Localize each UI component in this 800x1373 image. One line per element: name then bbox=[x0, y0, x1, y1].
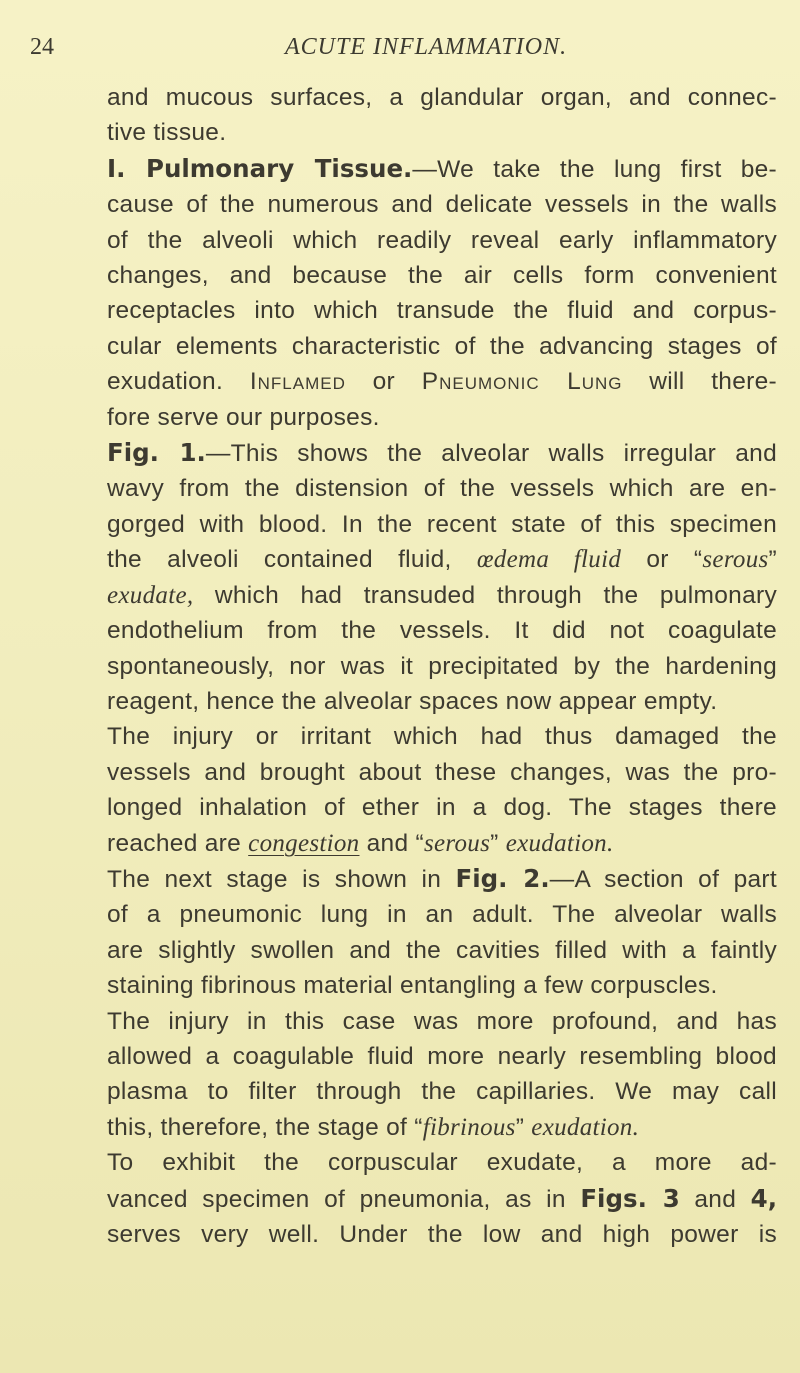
running-header bbox=[0, 34, 800, 74]
text-segment: plasma to filter through the capillaries. We may call bbox=[107, 1078, 777, 1106]
text-segment: longed inhalation of ether in a dog. The stages there bbox=[107, 794, 777, 822]
text-segment: or “ bbox=[621, 546, 703, 574]
text-line bbox=[107, 684, 777, 719]
text-segment: ” bbox=[768, 546, 778, 574]
text-segment: staining fibrinous material entangling a few corpuscles. bbox=[107, 972, 718, 1000]
text-line bbox=[107, 471, 777, 506]
text-line bbox=[107, 897, 777, 932]
text-line bbox=[107, 933, 777, 968]
text-line bbox=[107, 1110, 777, 1145]
text-segment: spontaneously, nor was it precipitated by the hardening bbox=[107, 652, 777, 680]
text-segment: Fig. 1. bbox=[107, 438, 206, 468]
text-segment: fibrinous bbox=[422, 1113, 516, 1141]
text-segment: tive tissue. bbox=[107, 119, 227, 147]
text-segment: The next stage is shown in bbox=[107, 865, 456, 893]
text-line bbox=[107, 435, 777, 471]
text-segment: serous bbox=[423, 829, 491, 857]
text-line bbox=[107, 790, 777, 825]
text-segment: Fig. 2. bbox=[455, 863, 550, 893]
text-line bbox=[107, 151, 777, 187]
text-segment: Pneumonic Lung bbox=[421, 368, 623, 396]
text-segment: the alveoli contained fluid, bbox=[107, 546, 477, 574]
text-line bbox=[107, 364, 777, 399]
text-segment: Inflamed bbox=[249, 368, 346, 396]
text-segment: 4, bbox=[750, 1183, 778, 1213]
text-line bbox=[107, 223, 777, 258]
text-segment: reached are bbox=[107, 829, 249, 857]
text-segment: Pulmonary Tissue. bbox=[145, 153, 413, 183]
text-segment: I. bbox=[107, 153, 146, 183]
text-segment: will there- bbox=[622, 368, 777, 396]
text-line bbox=[107, 1217, 777, 1252]
text-segment: cause of the numerous and delicate vessels in the walls bbox=[107, 191, 777, 219]
text-line bbox=[107, 80, 777, 115]
text-segment: congestion bbox=[248, 829, 360, 857]
text-segment: of a pneumonic lung in an adult. The alveolar walls bbox=[107, 901, 777, 929]
text-segment: fore serve our purposes. bbox=[107, 403, 380, 431]
text-segment: are slightly swollen and the cavities filled with a faintly bbox=[107, 936, 777, 964]
text-segment: which had transuded through the pulmonary bbox=[193, 581, 777, 609]
text-segment: reagent, hence the alveolar spaces now appear empty. bbox=[107, 687, 718, 715]
text-line bbox=[107, 293, 777, 328]
text-line bbox=[107, 861, 777, 897]
text-segment: œdema fluid bbox=[476, 546, 622, 574]
text-segment: changes, and because the air cells form convenient bbox=[107, 262, 777, 290]
text-line bbox=[107, 542, 777, 577]
text-line bbox=[107, 826, 777, 861]
text-segment: exudation. bbox=[107, 368, 250, 396]
text-segment: or bbox=[345, 368, 422, 396]
text-segment: allowed a coagulable fluid more nearly resembling blood bbox=[107, 1042, 777, 1070]
text-segment: endothelium from the vessels. It did not coagulate bbox=[107, 617, 777, 645]
text-line bbox=[107, 755, 777, 790]
text-segment: vanced specimen of pneumonia, as in bbox=[107, 1185, 581, 1213]
text-line bbox=[107, 507, 777, 542]
text-segment: Figs. 3 bbox=[580, 1183, 680, 1213]
text-segment: exudation. bbox=[505, 829, 614, 857]
text-segment: ” bbox=[515, 1113, 532, 1141]
text-segment: —This shows the alveolar walls irregular and bbox=[205, 440, 777, 468]
text-segment: exudation. bbox=[531, 1113, 640, 1141]
text-line bbox=[107, 258, 777, 293]
text-line bbox=[107, 1074, 777, 1109]
text-segment: serous bbox=[702, 546, 769, 574]
text-segment: and bbox=[679, 1185, 751, 1213]
text-line bbox=[107, 1145, 777, 1180]
text-segment: this, therefore, the stage of “ bbox=[107, 1113, 423, 1141]
page-number: 24 bbox=[30, 34, 54, 60]
text-segment: cular elements characteristic of the advancing stages of bbox=[107, 332, 777, 360]
text-line bbox=[107, 1004, 777, 1039]
text-line bbox=[107, 649, 777, 684]
text-line bbox=[107, 329, 777, 364]
text-segment: exudate, bbox=[107, 581, 194, 609]
text-line bbox=[107, 187, 777, 222]
text-line bbox=[107, 1039, 777, 1074]
text-segment: The injury in this case was more profound, and has bbox=[107, 1007, 777, 1035]
text-segment: of the alveoli which readily reveal early inflammatory bbox=[107, 226, 777, 254]
text-line bbox=[107, 968, 777, 1003]
text-line bbox=[107, 578, 777, 613]
text-segment: ” bbox=[490, 829, 506, 857]
text-segment: gorged with blood. In the recent state of this specimen bbox=[107, 510, 777, 538]
text-segment: receptacles into which transude the fluid and corpus- bbox=[107, 297, 777, 325]
text-line bbox=[107, 115, 777, 150]
text-line bbox=[107, 1181, 777, 1217]
text-segment: —We take the lung first be- bbox=[412, 155, 778, 183]
text-line bbox=[107, 613, 777, 648]
text-segment: vessels and brought about these changes, was the pro- bbox=[107, 758, 777, 786]
text-segment: The injury or irritant which had thus damaged the bbox=[107, 723, 777, 751]
text-line bbox=[107, 400, 777, 435]
text-segment: and mucous surfaces, a glandular organ, and connec- bbox=[107, 84, 777, 111]
text-line bbox=[107, 719, 777, 754]
running-title: ACUTE INFLAMMATION. bbox=[285, 34, 568, 60]
text-segment: wavy from the distension of the vessels which are en- bbox=[107, 475, 777, 503]
body-text bbox=[107, 80, 777, 1252]
text-segment: —A section of part bbox=[549, 865, 777, 893]
text-segment: serves very well. Under the low and high power is bbox=[107, 1221, 777, 1248]
text-segment: and “ bbox=[359, 829, 424, 857]
text-segment: To exhibit the corpuscular exudate, a more ad- bbox=[107, 1149, 777, 1177]
